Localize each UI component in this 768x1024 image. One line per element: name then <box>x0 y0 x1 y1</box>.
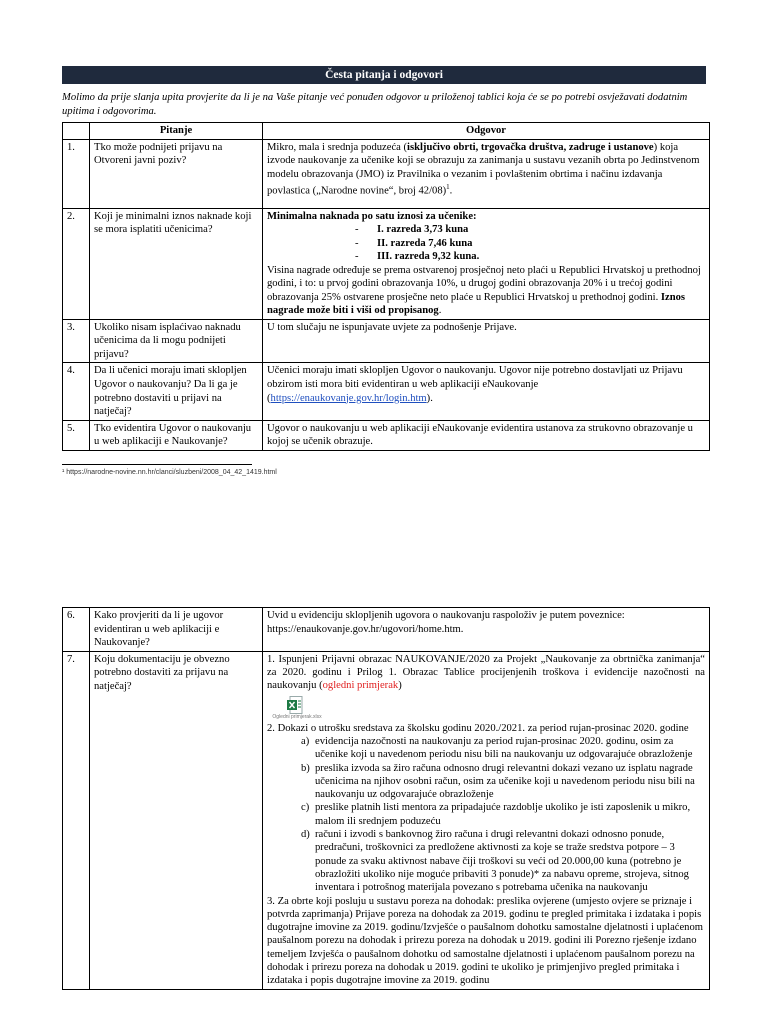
row-number: 5. <box>63 420 90 450</box>
document-list <box>267 735 705 895</box>
answer-text: Učenici moraju imati sklopljen Ugovor o naukovanju. Ugovor nije potrebno dostavljati uz Prijavu obzirom isti mora biti evidentiran u web aplikaciji eNaukovanje ( <box>267 365 683 404</box>
sample-document-link[interactable]: ogledni primjerak <box>322 680 399 692</box>
answer-text: ). <box>426 392 433 404</box>
header-num <box>63 123 90 140</box>
answer-bold-text: Iznos nagrade može biti i viši od propisanog <box>267 291 686 317</box>
list-item <box>267 801 705 828</box>
row-number: 4. <box>63 363 90 420</box>
excel-attachment[interactable] <box>269 696 325 720</box>
answer-text: Visina nagrade određuje se prema ostvarenoj prosječnoj neto plaći u Republici Hrvatskoj u prethodnoj godini, i to: u prvoj godini obrazovanja 10%, u drugoj godini obrazovanja 20% i u trećoj godini obrazovanja 25% ostvarene prosječne neto plaće u Republici Hrvatskoj u prethodnoj godini. <box>267 264 701 303</box>
excel-file-icon <box>287 696 303 714</box>
question-cell: Da li učenici moraju imati sklopljen Ugovor o naukovanju? Da li ga je potrebno dostaviti u prijavi na natječaj? <box>90 363 263 420</box>
row-number: 1. <box>63 139 90 208</box>
table-header-row <box>63 123 710 140</box>
row-number: 7. <box>63 651 90 989</box>
question-cell: Tko može podnijeti prijavu na Otvoreni javni poziv? <box>90 139 263 208</box>
list-text: preslike platnih listi mentora za pripadajuće razdoblje ukoliko je isti zaposlenik u mikro, malom ili srednjem poduzeću <box>315 802 691 827</box>
list-item <box>267 762 705 802</box>
answer-cell <box>263 139 710 208</box>
list-letter: a) <box>301 735 310 747</box>
footnote: ¹ https://narodne-novine.nn.hr/clanci/sluzbeni/2008_04_42_1419.html <box>62 469 277 476</box>
question-cell: Ukoliko nisam isplaćivao naknadu učenicima da li mogu podnijeti prijavu? <box>90 319 263 363</box>
answer-text: Mikro, mala i srednja poduzeća ( <box>267 141 408 153</box>
answer-text: ) koja izvode naukovanje za učenike koji se obrazuju za zanimanja u sustavu vezanih obrta po Jedinstvenom modelu obrazovanja (JMO) iz Pravilnika o vezanim i povlaštenim obrtima i načinu izdavanja povlastica („Narodne novine“, broj 42/08) <box>267 141 700 197</box>
table-row <box>63 420 710 450</box>
excel-caption: Ogledni primjerak.xlsx <box>272 713 322 720</box>
row-number: 2. <box>63 208 90 319</box>
question-cell: Kako provjeriti da li je ugovor evidentiran u web aplikaciji e Naukovanje? <box>90 608 263 652</box>
header-answer: Odgovor <box>263 123 710 140</box>
list-item <box>267 828 705 894</box>
list-text: preslika izvoda sa žiro računa odnosno drugi relevantni dokazi vezano uz isplatu nagrade učenicima na njihov osobni račun, osim za učenike koji u navedenom periodu nisu bili na naukovanju uz odgovarajuće obrazloženje <box>315 762 695 801</box>
table-row <box>63 363 710 420</box>
page-title: Česta pitanja i odgovori <box>62 66 706 84</box>
answer-cell <box>263 208 710 319</box>
footnote-divider <box>62 464 252 465</box>
row-number: 3. <box>63 319 90 363</box>
dash: - <box>355 224 359 236</box>
faq-table-1 <box>62 122 710 451</box>
rate-text: III. razreda 9,32 kuna. <box>377 251 480 263</box>
faq-table-2 <box>62 607 710 990</box>
answer-text: . <box>438 305 442 317</box>
answer-paragraph-2: 2. Dokazi o utrošku sredstava za školsku godinu 2020./2021. za period rujan-prosinac 2020. godine <box>267 722 689 734</box>
table-row <box>63 208 710 319</box>
list-item <box>267 237 705 251</box>
header-question: Pitanje <box>90 123 263 140</box>
answer-text: ) <box>398 680 402 692</box>
enaukovanje-login-link[interactable]: https://enaukovanje.gov.hr/login.htm <box>270 392 427 404</box>
answer-bold-text: isključivo obrti, trgovačka društva, zadruge i ustanove <box>407 141 654 153</box>
question-cell: Tko evidentira Ugovor o naukovanju u web aplikaciji e Naukovanje? <box>90 420 263 450</box>
answer-cell: Uvid u evidenciju sklopljenih ugovora o naukovanju raspoloživ je putem poveznice: https://enaukovanje.gov.hr/ugovori/home.htm. <box>263 608 710 652</box>
dash: - <box>355 237 359 249</box>
dash: - <box>355 251 359 263</box>
answer-heading: Minimalna naknada po satu iznosi za učenike: <box>267 210 477 222</box>
answer-paragraph-3: 3. Za obrte koji posluju u sustavu poreza na dohodak: preslika ovjerene (umjesto ovjere se priznaje i potvrda zaprimanja) Prijave poreza na dohodak za 2019. godinu te pregled primitaka i izdataka i popis dugotrajne imovine za 2019. godinu/Izvješće o paušalnom dohotku samostalne djelatnosti i uplaćenom paušalnom porezu na dohodak i prirezu poreza na dohodak u 2019. godini ili Porezno rješenje izdano temeljem Izvješća o paušalnom dohotku od samostalne djelatnosti i uplaćenom paušalnom porezu na dohodak i prirezu poreza na dohodak u 2019. godini te ukoliko je primjenjivo pregled primitaka i izdataka i popis dugotrajne imovine za 2019. godinu <box>267 895 704 987</box>
row-number: 6. <box>63 608 90 652</box>
intro-text: Molimo da prije slanja upita provjerite da li je na Vaše pitanje već ponuđen odgovor u priloženoj tablici koja će se po potrebi osvježavati dodatnim upitima i odgovorima. <box>62 92 688 117</box>
list-letter: d) <box>301 829 310 841</box>
rate-text: I. razreda 3,73 kuna <box>377 224 469 236</box>
list-item <box>267 223 705 237</box>
list-item <box>267 735 705 762</box>
table-row <box>63 139 710 208</box>
answer-paragraph-1 <box>267 653 705 693</box>
answer-cell: Ugovor o naukovanju u web aplikaciji eNaukovanje evidentira ustanova za strukovno obrazovanje u kojoj se učenik obrazuje. <box>263 420 710 450</box>
footnote-ref[interactable]: 1 <box>446 183 450 192</box>
rate-text: II. razreda 7,46 kuna <box>377 237 473 249</box>
list-letter: b) <box>301 762 310 774</box>
list-letter: c) <box>301 802 310 814</box>
table-row <box>63 608 710 652</box>
answer-text: 1. Ispunjeni Prijavni obrazac NAUKOVANJE/2020 za Projekt „Naukovanje za obrtnička zanimanja“ za 2020. godinu i Prilog 1. Obrazac Tablice procijenjenih troškova i evidencije nazočnosti na naukovanju ( <box>267 653 705 692</box>
table-row <box>63 651 710 989</box>
question-cell: Koju dokumentaciju je obvezno potrebno dostaviti za prijavu na natječaj? <box>90 651 263 989</box>
answer-cell <box>263 651 710 989</box>
list-text: računi i izvodi s bankovnog žiro računa i drugi relevantni dokazi odnosno ponude, predračuni, troškovnici za predložene aktivnosti za koje se traže sredstva potpore – 3 ponude za svaku aktivnost nabave čiji troškovi su veći od 20.000,00 kuna (potrebno je obrazložiti ukoliko nije moguće pribaviti 3 ponude)* za nabavu opreme, strojeva, sitnog inventara i potrošnog materijala povezano s potrebama učenika na naukovanju <box>315 829 689 894</box>
question-cell: Koji je minimalni iznos naknade koji se mora isplatiti učenicima? <box>90 208 263 319</box>
answer-text: . <box>449 185 453 197</box>
list-item <box>267 250 705 264</box>
answer-cell <box>263 363 710 420</box>
table-row <box>63 319 710 363</box>
list-text: evidencija nazočnosti na naukovanju za period rujan-prosinac 2020. godinu, osim za učenike koji u navedenom periodu nisu bili na naukovanju uz odgovarajuće obrazloženje <box>315 735 693 761</box>
rate-list <box>267 223 705 264</box>
answer-cell: U tom slučaju ne ispunjavate uvjete za podnošenje Prijave. <box>263 319 710 363</box>
